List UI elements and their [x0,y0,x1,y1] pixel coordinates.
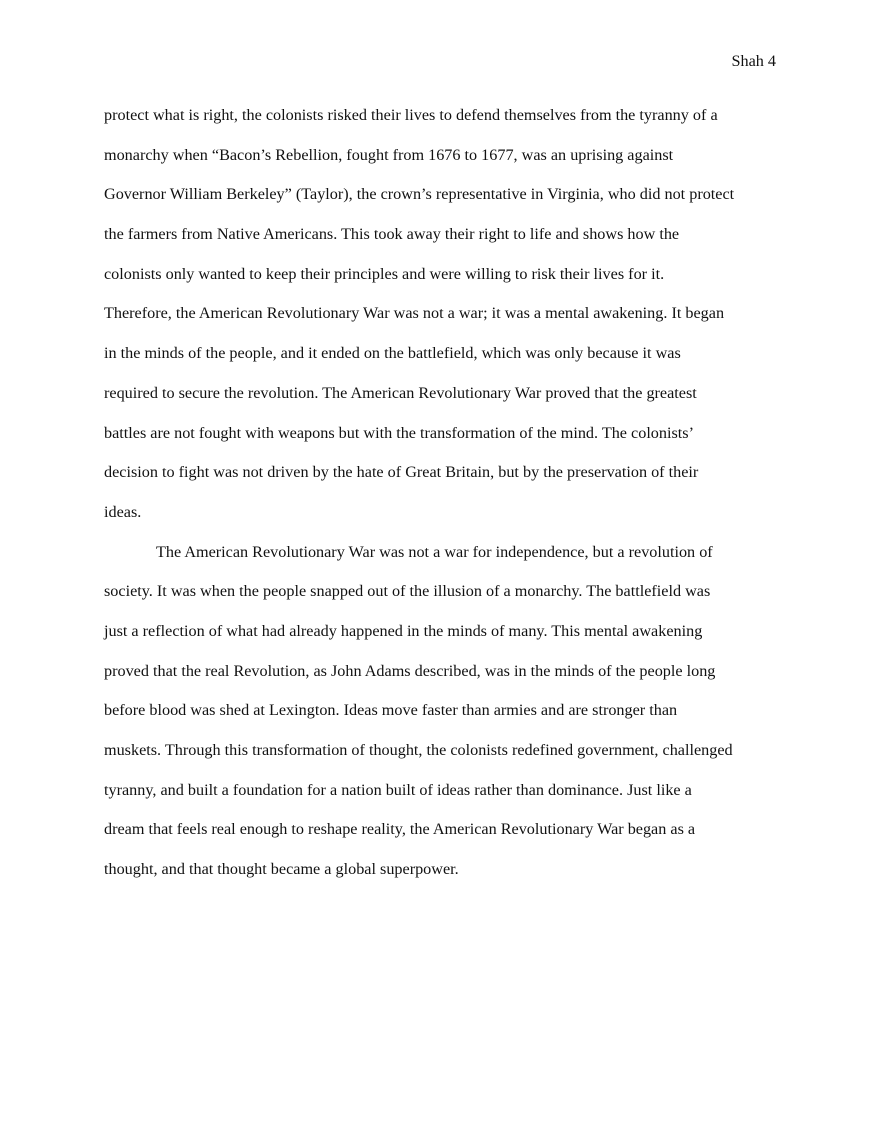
document-body [104,103,784,897]
text-line: society. It was when the people snapped out of the illusion of a monarchy. The battlefield was [104,582,711,601]
text-line: dream that feels real enough to reshape reality, the American Revolutionary War began as a [104,820,696,839]
text-line: in the minds of the people, and it ended on the battlefield, which was only because it was [104,344,681,363]
text-line: just a reflection of what had already happened in the minds of many. This mental awakening [104,621,703,640]
text-line: Therefore, the American Revolutionary War was not a war; it was a mental awakening. It began [104,304,725,323]
text-line: Governor William Berkeley” (Taylor), the crown’s representative in Virginia, who did not protect [104,185,735,204]
text-line: decision to fight was not driven by the hate of Great Britain, but by the preservation of their [104,463,699,482]
paragraph-1 [104,103,784,540]
text-line: muskets. Through this transformation of thought, the colonists redefined government, challenged [104,741,733,759]
text-line: tyranny, and built a foundation for a nation built of ideas rather than dominance. Just like a [104,780,692,799]
text-line: protect what is right, the colonists risked their lives to defend themselves from the tyranny of a [104,106,718,124]
text-line: colonists only wanted to keep their principles and were willing to risk their lives for it. [104,264,665,283]
text-line: thought, and that thought became a global superpower. [104,860,459,879]
paragraph-2 [104,540,784,897]
text-line: proved that the real Revolution, as John Adams described, was in the minds of the people long [104,661,716,680]
running-head: Shah 4 [731,52,776,70]
text-line: ideas. [104,502,142,521]
text-line: battles are not fought with weapons but with the transformation of the mind. The colonists’ [104,423,694,442]
text-line: the farmers from Native Americans. This took away their right to life and shows how the [104,225,680,244]
text-line: required to secure the revolution. The American Revolutionary War proved that the greatest [104,383,697,402]
text-line: monarchy when “Bacon’s Rebellion, fought from 1676 to 1677, was an uprising against [104,145,674,164]
text-line: before blood was shed at Lexington. Ideas move faster than armies and are stronger than [104,701,678,720]
text-line: The American Revolutionary War was not a war for independence, but a revolution of [156,542,713,561]
